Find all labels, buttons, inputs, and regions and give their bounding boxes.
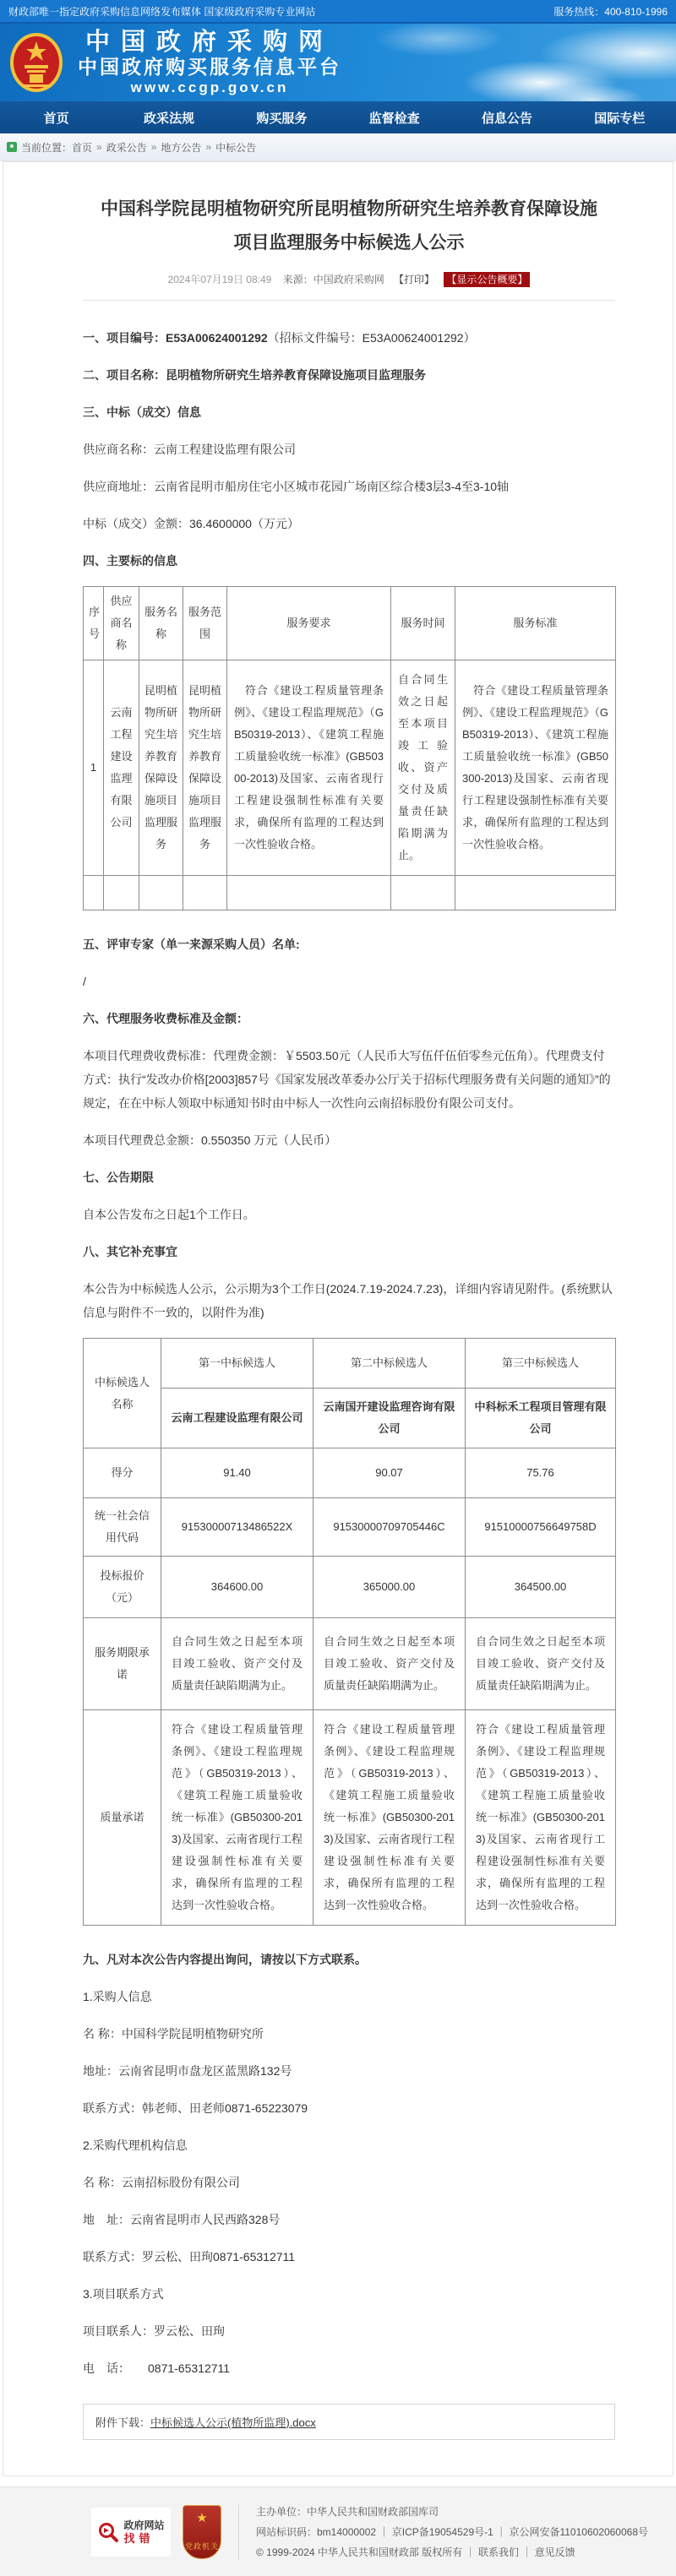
company-cell: 云南国开建设监理咨询有限公司 xyxy=(313,1389,466,1448)
site-url: www.ccgp.gov.cn xyxy=(130,79,289,95)
supplement-value: 本公告为中标候选人公示，公示期为3个工作日(2024.7.19-2024.7.23)，详细内容请见附件。(系统默认信息与附件不一致的，以附件为准) xyxy=(83,1282,613,1319)
table-empty-row xyxy=(84,876,616,910)
candidate-rank-3: 第三中标候选人 xyxy=(466,1339,616,1389)
empty-cell xyxy=(84,876,104,910)
company-cell: 云南工程建设监理有限公司 xyxy=(161,1389,313,1448)
score-cell: 75.76 xyxy=(466,1448,616,1498)
footer-text xyxy=(256,2502,648,2562)
attachment-box xyxy=(83,2404,615,2440)
breadcrumb-label: 当前位置： xyxy=(21,141,73,154)
breadcrumb-separator: » xyxy=(96,141,102,153)
main-nav xyxy=(0,101,676,133)
term-label: 服务期限承诺 xyxy=(84,1618,161,1710)
magnifier-icon xyxy=(97,2521,119,2543)
contact-us-link[interactable]: 联系我们 xyxy=(477,2546,519,2558)
nav-item-supervision[interactable]: 监督检查 xyxy=(368,111,420,126)
empty-cell xyxy=(227,876,391,910)
credit-code-row xyxy=(84,1498,616,1557)
section-supplement-heading: 八、其它补充事宜 xyxy=(83,1245,177,1258)
breadcrumb-procurement-notices[interactable]: 政采公告 xyxy=(106,141,147,154)
candidate-name-label: 中标候选人名称 xyxy=(84,1339,161,1448)
score-cell: 90.07 xyxy=(313,1448,466,1498)
term-cell: 自合同生效之日起至本项目竣工验收、资产交付及质量责任缺陷期满为止。 xyxy=(313,1618,466,1710)
quality-cell: 符合《建设工程质量管理条例》、《建设工程监理规范》（GB50319-2013）、《建筑工程施工质量验收统一标准》(GB50300-2013)及国家、云南省现行工程建设强制性标准有关要求，确保所有监理的工程达到一次性验收合格。 xyxy=(466,1710,616,1926)
score-label: 得分 xyxy=(84,1448,161,1498)
footer-copyright-line xyxy=(256,2542,648,2562)
project-contact-person: 项目联系人：罗云松、田珣 xyxy=(83,2324,225,2338)
section-period-heading: 七、公告期限 xyxy=(83,1171,154,1184)
section-award-info-heading: 三、中标（成交）信息 xyxy=(83,405,201,419)
supplier-address: 供应商地址：云南省昆明市船房住宅小区城市花园广场南区综合楼3层3-4至3-10轴 xyxy=(83,480,510,493)
section-project-number: 一、项目编号：E53A00624001292（招标文件编号：E53A00624001292） xyxy=(83,331,476,345)
candidate-table xyxy=(83,1338,616,1926)
location-icon xyxy=(7,142,17,152)
candidate-company-row xyxy=(84,1389,616,1448)
section-agency-fee-heading: 六、代理服务收费标准及金额： xyxy=(83,1012,248,1025)
footer-badges xyxy=(91,2505,221,2559)
nav-item-home[interactable]: 首页 xyxy=(43,111,69,126)
candidate-rank-2: 第二中标候选人 xyxy=(313,1339,466,1389)
breadcrumb xyxy=(0,133,676,161)
table-header-row xyxy=(84,587,616,660)
agency-fee-total: 本项目代理费总金额：0.550350 万元（人民币） xyxy=(83,1133,337,1147)
empty-cell xyxy=(455,876,616,910)
candidate-header-row xyxy=(84,1339,616,1389)
quality-label: 质量承诺 xyxy=(84,1710,161,1926)
price-cell: 365000.00 xyxy=(313,1557,466,1618)
cell-service-requirement: 符合《建设工程质量管理条例》、《建设工程监理规范》（GB50319-2013）、《建筑工程施工质量验收统一标准》(GB50300-2013)及国家、云南省现行工程建设强制性标准有关要求，确保所有监理的工程达到一次性验收合格。 xyxy=(227,660,391,876)
period-value: 自本公告发布之日起1个工作日。 xyxy=(83,1208,255,1221)
star-icon: ★ xyxy=(196,2510,208,2525)
header-cell: 服务要求 xyxy=(227,587,391,660)
site-tagline: 财政部唯一指定政府采购信息网络发布媒体 国家级政府采购专业网站 xyxy=(8,5,316,18)
credit-label: 统一社会信用代码 xyxy=(84,1498,161,1557)
project-contact-title: 3.项目联系方式 xyxy=(83,2287,164,2301)
footer-organizer: 主办单位：中华人民共和国财政部国库司 xyxy=(256,2505,439,2518)
empty-cell xyxy=(183,876,227,910)
quality-cell: 符合《建设工程质量管理条例》、《建设工程监理规范》（GB50319-2013）、《建筑工程施工质量验收统一标准》(GB50300-2013)及国家、云南省现行工程建设强制性标准有关要求，确保所有监理的工程达到一次性验收合格。 xyxy=(313,1710,466,1926)
header-cell: 服务范围 xyxy=(183,587,227,660)
term-row xyxy=(84,1618,616,1710)
empty-cell xyxy=(391,876,455,910)
breadcrumb-separator: » xyxy=(205,141,212,153)
score-row xyxy=(84,1448,616,1498)
cell-service-scope: 昆明植物所研究生培养教育保障设施项目监理服务 xyxy=(183,660,227,876)
attachment-link[interactable]: 中标候选人公示(植物所监理).docx xyxy=(150,2416,316,2429)
show-summary-button[interactable]: 【显示公告概要】 xyxy=(444,272,530,287)
header-cell: 服务名称 xyxy=(139,587,183,660)
purchaser-address: 地址：云南省昆明市盘龙区蓝黑路132号 xyxy=(83,2064,292,2078)
agency-name: 名 称：云南招标股份有限公司 xyxy=(83,2176,240,2189)
cell-service-standard: 符合《建设工程质量管理条例》、《建设工程监理规范》（GB50319-2013）、《建筑工程施工质量验收统一标准》(GB50300-2013)及国家、云南省现行工程建设强制性标准有关要求，确保所有监理的工程达到一次性验收合格。 xyxy=(455,660,616,876)
announcement-card xyxy=(3,161,673,2476)
breadcrumb-local-notices[interactable]: 地方公告 xyxy=(161,141,202,154)
section-contact-heading: 九、凡对本次公告内容提出询问，请按以下方式联系。 xyxy=(83,1953,367,1966)
experts-value: / xyxy=(83,975,86,988)
footer-separator: ｜ xyxy=(521,2546,532,2558)
agency-contact: 联系方式：罗云松、田珣0871-65312711 xyxy=(83,2250,296,2264)
header-cell: 服务标准 xyxy=(455,587,616,660)
main-bid-table xyxy=(83,586,616,910)
empty-cell xyxy=(104,876,139,910)
breadcrumb-separator: » xyxy=(150,141,157,153)
credit-cell: 91510000756649758D xyxy=(466,1498,616,1557)
purchaser-name: 名 称：中国科学院昆明植物研究所 xyxy=(83,2027,264,2041)
price-cell: 364600.00 xyxy=(161,1557,313,1618)
score-cell: 91.40 xyxy=(161,1448,313,1498)
purchaser-info-title: 1.采购人信息 xyxy=(83,1990,152,2003)
nav-item-announcements[interactable]: 信息公告 xyxy=(481,111,532,126)
site-name: 中国政府采购网 xyxy=(84,28,334,56)
site-banner xyxy=(0,24,676,101)
site-footer xyxy=(0,2486,676,2576)
award-amount: 中标（成交）金额：36.4600000（万元） xyxy=(83,517,299,530)
service-hotline: 服务热线：400-810-1996 xyxy=(553,5,668,18)
site-subtitle: 中国政府购买服务信息平台 xyxy=(78,55,341,78)
feedback-link[interactable]: 意见反馈 xyxy=(534,2546,575,2558)
nav-item-purchase-services[interactable]: 购买服务 xyxy=(256,111,308,126)
footer-site-code: 网站标识码：bm14000002 ｜ 京ICP备19054529号-1 ｜ 京公网安备11010602060068号 xyxy=(256,2525,649,2538)
credit-cell: 91530000709705446C xyxy=(313,1498,466,1557)
agency-fee-detail: 本项目代理费收费标准：代理费金额：￥5503.50元（人民币大写伍仟伍佰零叁元伍角）。代理费支付方式：执行“发改办价格[2003]857号《国家发展改革委办公厅关于招标代理服务费有关问题的通知》”的规定，在在中标人领取中标通知书时由中标人一次性向云南招标股份有限公司支付。 xyxy=(83,1049,611,1110)
copyright-text: © 1999-2024 中华人民共和国财政部 版权所有 xyxy=(256,2546,463,2558)
cell-supplier: 云南工程建设监理有限公司 xyxy=(104,660,139,876)
site-logo-text xyxy=(78,29,341,97)
quality-row xyxy=(84,1710,616,1926)
agency-info-title: 2.采购代理机构信息 xyxy=(83,2139,188,2152)
party-government-badge[interactable] xyxy=(183,2505,221,2559)
header-cell: 服务时间 xyxy=(391,587,455,660)
price-row xyxy=(84,1557,616,1618)
breadcrumb-home[interactable]: 首页 xyxy=(72,141,93,154)
publish-date: 2024年07月19日 08:49 xyxy=(167,274,272,285)
cell-service-time: 自合同生效之日起至本项目竣工验收、资产交付及质量责任缺陷期满为止。 xyxy=(391,660,455,876)
top-utility-bar xyxy=(0,0,676,24)
section-main-subject-heading: 四、主要标的信息 xyxy=(83,554,177,568)
footer-divider xyxy=(238,2504,239,2560)
error-badge-line1: 政府网站 xyxy=(123,2519,165,2531)
error-badge-text xyxy=(123,2519,164,2545)
section-experts-heading: 五、评审专家（单一来源采购人员）名单: xyxy=(83,937,300,951)
party-badge-label: 党政机关 xyxy=(185,2541,220,2551)
article-source: 来源：中国政府采购网 xyxy=(282,274,384,285)
page-title: 中国科学院昆明植物研究所昆明植物所研究生培养教育保障设施项目监理服务中标候选人公示 xyxy=(101,199,597,253)
cell-service-name: 昆明植物所研究生培养教育保障设施项目监理服务 xyxy=(139,660,183,876)
error-badge-line2: 找错 xyxy=(123,2531,155,2545)
supplier-name: 供应商名称：云南工程建设监理有限公司 xyxy=(83,443,296,456)
term-cell: 自合同生效之日起至本项目竣工验收、资产交付及质量责任缺陷期满为止。 xyxy=(466,1618,616,1710)
quality-cell: 符合《建设工程质量管理条例》、《建设工程监理规范》（GB50319-2013）、《建筑工程施工质量验收统一标准》(GB50300-2013)及国家、云南省现行工程建设强制性标准有关要求，确保所有监理的工程达到一次性验收合格。 xyxy=(161,1710,313,1926)
price-cell: 364500.00 xyxy=(466,1557,616,1618)
section-project-name: 二、项目名称：昆明植物所研究生培养教育保障设施项目监理服务 xyxy=(83,368,426,382)
footer-separator: ｜ xyxy=(465,2546,476,2558)
price-label: 投标报价（元） xyxy=(84,1557,161,1618)
term-cell: 自合同生效之日起至本项目竣工验收、资产交付及质量责任缺陷期满为止。 xyxy=(161,1618,313,1710)
credit-cell: 91530000713486522X xyxy=(161,1498,313,1557)
candidate-rank-1: 第一中标候选人 xyxy=(161,1339,313,1389)
site-error-report-badge[interactable] xyxy=(91,2508,171,2557)
cell-no: 1 xyxy=(84,660,104,876)
nav-item-regulations[interactable]: 政采法规 xyxy=(143,111,194,126)
project-contact-phone: 电 话： 0871-65312711 xyxy=(83,2361,231,2375)
breadcrumb-current: 中标公告 xyxy=(215,141,257,154)
article-meta xyxy=(83,272,615,301)
header-cell: 供应商名称 xyxy=(104,587,139,660)
company-cell: 中科标禾工程项目管理有限公司 xyxy=(466,1389,616,1448)
table-row xyxy=(84,660,616,876)
empty-cell xyxy=(139,876,183,910)
header-cell: 序号 xyxy=(84,587,104,660)
attachment-label: 附件下载： xyxy=(95,2416,151,2429)
national-emblem-icon xyxy=(8,31,64,94)
agency-address: 地 址：云南省昆明市人民西路328号 xyxy=(83,2213,281,2226)
nav-item-international[interactable]: 国际专栏 xyxy=(594,111,646,126)
purchaser-contact: 联系方式：韩老师、田老师0871-65223079 xyxy=(83,2101,308,2115)
print-button[interactable]: 【打印】 xyxy=(394,274,435,285)
